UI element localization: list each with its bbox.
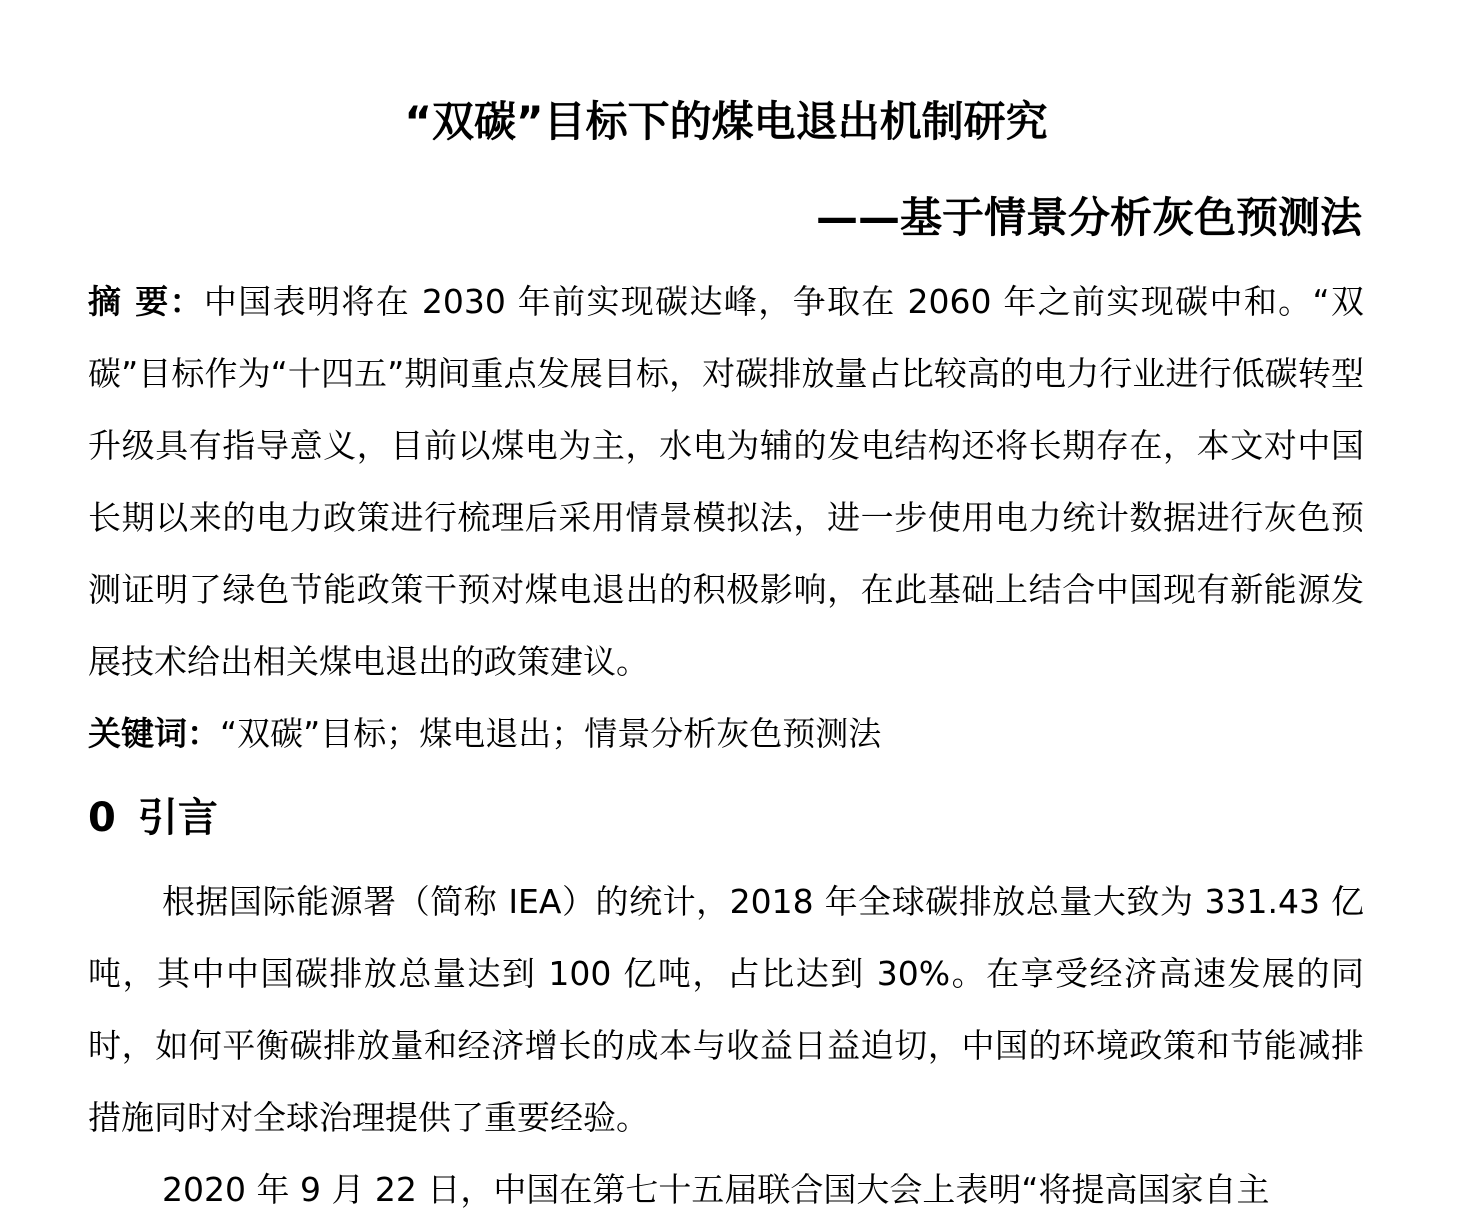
abstract-text: 中国表明将在 2030 年前实现碳达峰，争取在 2060 年之前实现碳中和。“双碳”目标作为“十四五”期间重点发展目标，对碳排放量占比较高的电力行业进行低碳转型升级具有指导意义，目前以煤电为主，水电为辅的发电结构还将长期存在，本文对中国长期以来的电力政策进行梳理后采用情景模拟法，进一步使用电力统计数据进行灰色预测证明了绿色节能政策干预对煤电退出的积极影响，在此基础上结合中国现有新能源发展技术给出相关煤电退出的政策建议。 [88, 282, 1364, 681]
body-paragraph [88, 1154, 1364, 1209]
keywords-label: 关键词： [88, 714, 220, 753]
keywords [88, 698, 1364, 770]
body-paragraph-text: 2020 年 9 月 22 日，中国在第七十五届联合国大会上表明“将提高国家自主 [162, 1170, 1270, 1209]
abstract-label: 摘 要： [88, 282, 204, 321]
body-paragraph: 根据国际能源署（简称 IEA）的统计，2018 年全球碳排放总量大致为 331.43 亿吨，其中中国碳排放总量达到 100 亿吨，占比达到 30%。在享受经济高速发展的同时，如何平衡碳排放量和经济增长的成本与收益日益迫切，中国的环境政策和节能减排措施同时对全球治理提供了重要经验。 [88, 882, 1364, 1137]
section-title: 引言 [137, 795, 218, 841]
paper-subtitle: ——基于情景分析灰色预测法 [815, 193, 1362, 242]
keywords-text: “双碳”目标；煤电退出；情景分析灰色预测法 [220, 714, 882, 753]
paper-page [88, 0, 1364, 1209]
section-heading [88, 790, 218, 846]
abstract [88, 266, 1364, 698]
paper-title: “双碳”目标下的煤电退出机制研究 [404, 97, 1048, 146]
section-number: 0 [88, 795, 116, 841]
